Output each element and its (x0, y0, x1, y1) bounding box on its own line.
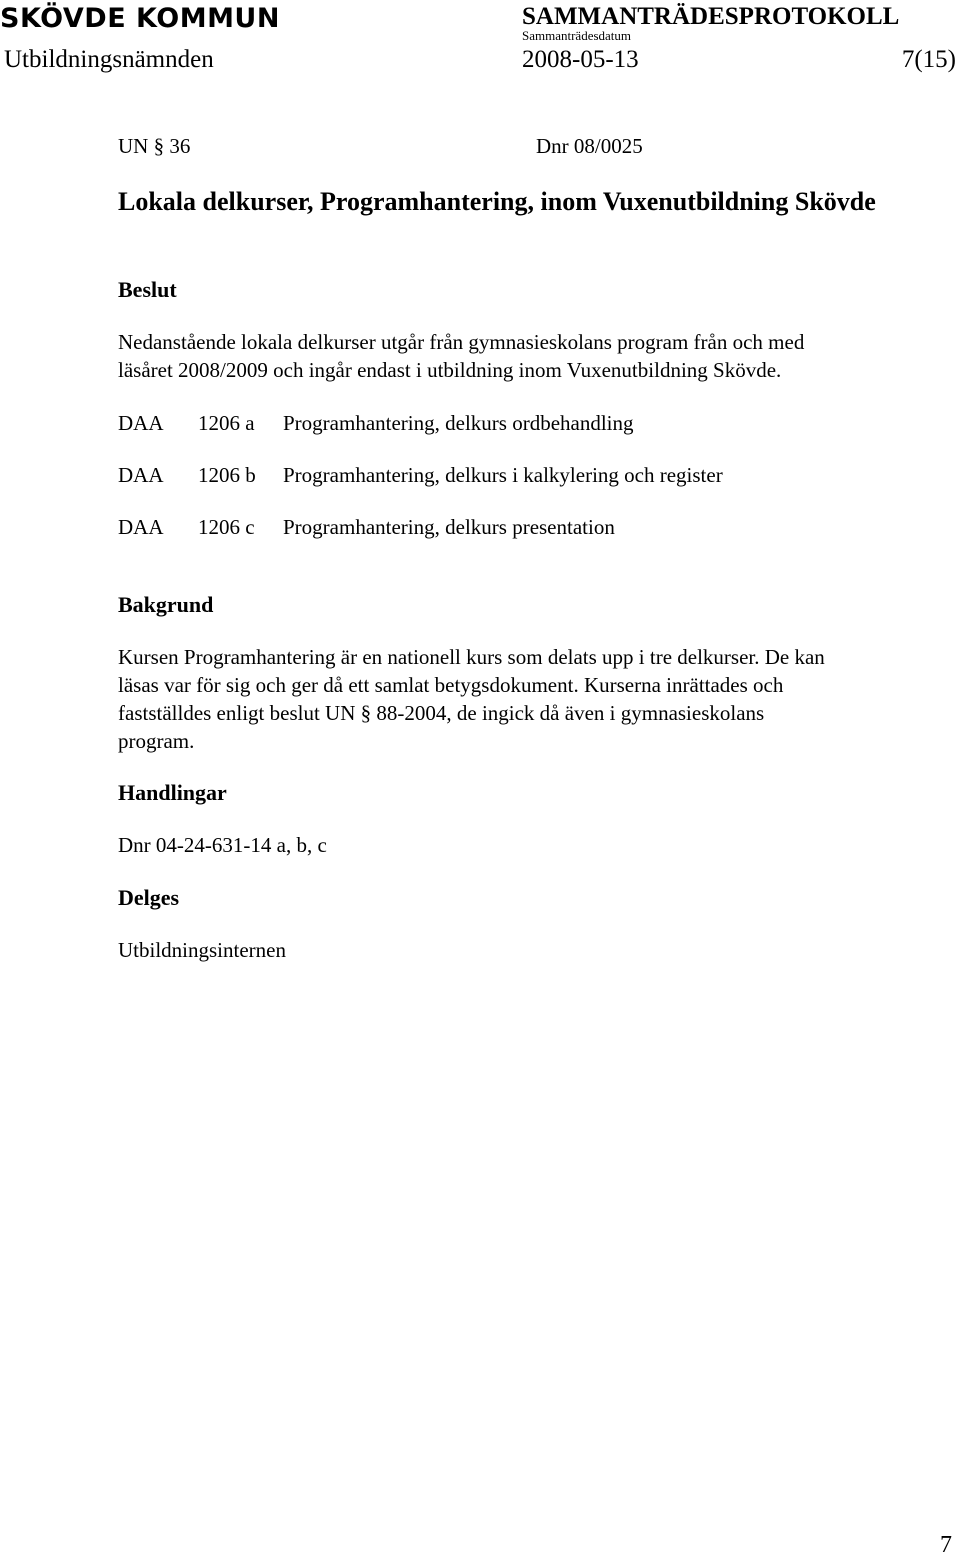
date-caption: Sammanträdesdatum (522, 28, 632, 43)
document-type: SAMMANTRÄDESPROTOKOLL (522, 3, 900, 30)
background-line: program. (118, 729, 195, 753)
municipality-logo: SKÖVDE KOMMUN (0, 3, 280, 34)
course-row (118, 461, 818, 489)
course-name: Programhantering, delkurs i kalkylering och register (283, 463, 723, 487)
background-line: läsas var för sig och ger då ett samlat betygsdokument. Kurserna inrättades och (118, 673, 784, 697)
background-line: fastställdes enligt beslut UN § 88-2004, de ingick då även i gymnasieskolans (118, 701, 765, 725)
paragraph-number: UN § 36 (118, 134, 191, 158)
decision-line: Nedanstående lokala delkurser utgår från gymnasieskolans program från och med (118, 330, 805, 354)
paragraph-dnr: Dnr 08/0025 (536, 134, 643, 158)
course-row (118, 409, 818, 437)
page-number: 7 (940, 1532, 952, 1558)
paragraph-title: Lokala delkurser, Programhantering, inom Vuxenutbildning Skövde (118, 187, 876, 216)
decision-heading: Beslut (118, 277, 177, 302)
committee-name: Utbildningsnämnden (4, 46, 214, 73)
meeting-date: 2008-05-13 (522, 46, 639, 73)
course-code: DAA (118, 463, 164, 487)
course-name: Programhantering, delkurs presentation (283, 515, 615, 539)
course-number: 1206 c (198, 515, 255, 539)
documents-heading: Handlingar (118, 780, 227, 805)
course-code: DAA (118, 411, 164, 435)
background-text (118, 643, 928, 755)
page-count: 7(15) (901, 46, 956, 73)
course-number: 1206 a (198, 411, 255, 435)
decision-text (118, 328, 928, 384)
course-name: Programhantering, delkurs ordbehandling (283, 411, 634, 435)
course-row (118, 513, 818, 541)
course-number: 1206 b (198, 463, 256, 487)
distribution-heading: Delges (118, 885, 180, 910)
distribution-recipient: Utbildningsinternen (118, 938, 286, 962)
decision-line: läsåret 2008/2009 och ingår endast i utbildning inom Vuxenutbildning Skövde. (118, 358, 782, 382)
documents-reference: Dnr 04-24-631-14 a, b, c (118, 833, 327, 857)
background-line: Kursen Programhantering är en nationell kurs som delats upp i tre delkurser. De kan (118, 645, 825, 669)
course-code: DAA (118, 515, 164, 539)
background-heading: Bakgrund (118, 592, 214, 617)
